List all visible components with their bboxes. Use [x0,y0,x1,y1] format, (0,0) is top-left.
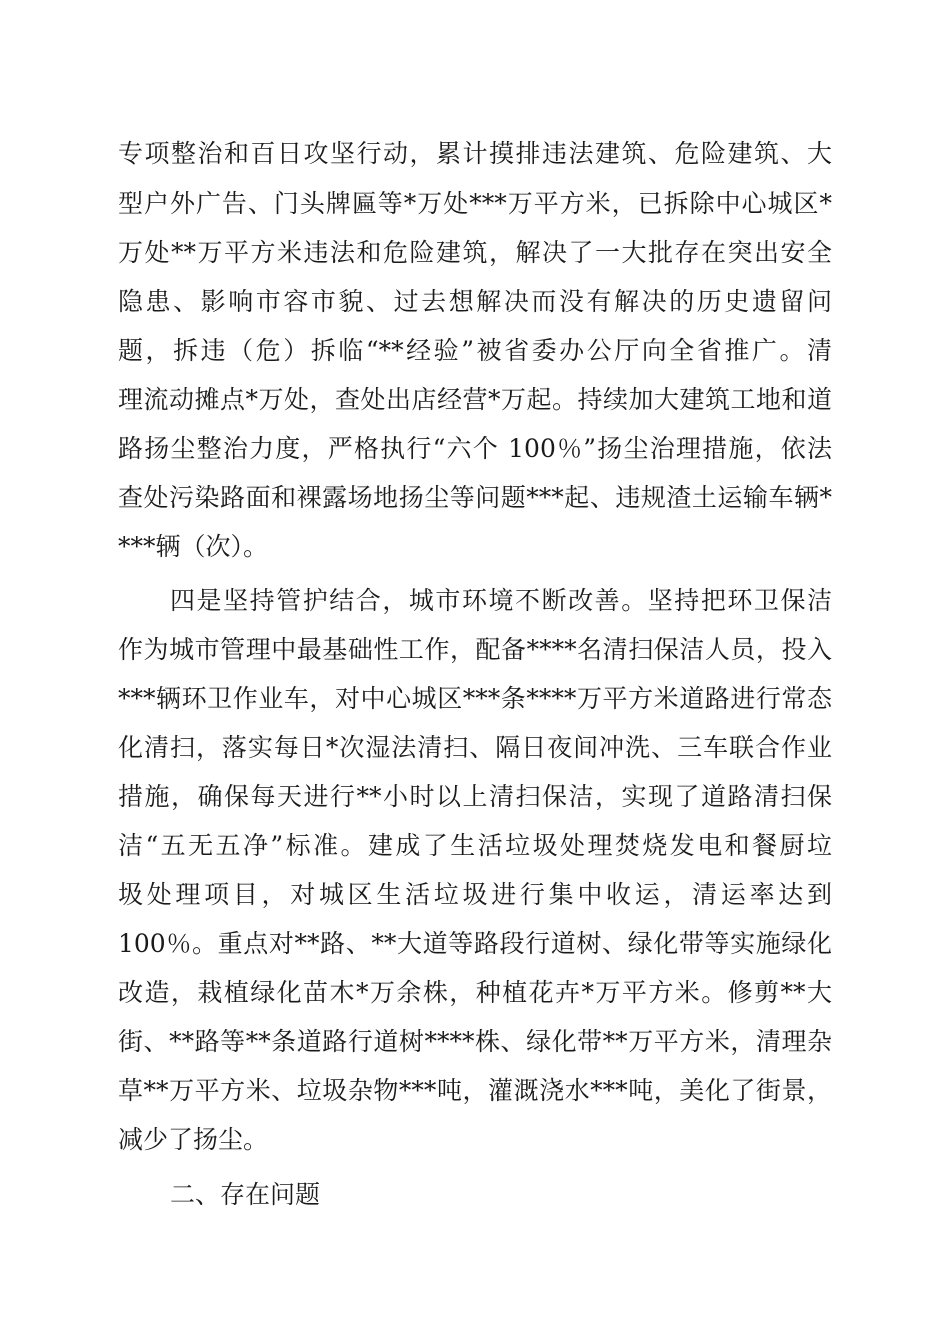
text-line: 圾处理项目，对城区生活垃圾进行集中收运，清运率达到 [118,880,832,909]
text-line: 街、**路等**条道路行道树****株、绿化带**万平方米，清理杂 [118,1027,832,1056]
text-line: 万处**万平方米违法和危险建筑，解决了一大批存在突出安全 [118,238,832,267]
text-line: 理流动摊点*万处，查处出店经营*万起。持续加大建筑工地和道 [118,385,832,414]
text-line: 题，拆违（危）拆临“**经验”被省委办公厅向全省推广。清 [118,336,832,365]
text-line: 措施，确保每天进行**小时以上清扫保洁，实现了道路清扫保 [118,782,832,811]
text-line: ***辆（次）。 [118,532,269,561]
text-line: ***辆环卫作业车，对中心城区***条****万平方米道路进行常态 [118,684,832,713]
text-line: 路扬尘整治力度，严格执行“六个 100％”扬尘治理措施，依法 [118,434,832,463]
text-line: 减少了扬尘。 [118,1125,269,1154]
text-line: 改造，栽植绿化苗木*万余株，种植花卉*万平方米。修剪**大 [118,978,832,1007]
text-line: 化清扫，落实每日*次湿法清扫、隔日夜间冲洗、三车联合作业 [118,733,832,762]
text-line: 草**万平方米、垃圾杂物***吨，灌溉浇水***吨，美化了街景， [118,1076,832,1105]
text-line: 查处污染路面和裸露场地扬尘等问题***起、违规渣土运输车辆* [118,483,832,512]
section-heading: 二、存在问题 [170,1180,321,1209]
text-line: 洁“五无五净”标准。建成了生活垃圾处理焚烧发电和餐厨垃 [118,831,832,860]
text-line: 隐患、影响市容市貌、过去想解决而没有解决的历史遗留问 [118,287,832,316]
text-line: 作为城市管理中最基础性工作，配备****名清扫保洁人员，投入 [118,635,832,664]
text-line: 四是坚持管护结合，城市环境不断改善。坚持把环卫保洁 [170,586,832,615]
text-line: 专项整治和百日攻坚行动，累计摸排违法建筑、危险建筑、大 [118,139,832,168]
text-line: 型户外广告、门头牌匾等*万处***万平方米，已拆除中心城区* [118,189,832,218]
text-line: 100％。重点对**路、**大道等路段行道树、绿化带等实施绿化 [118,929,832,958]
